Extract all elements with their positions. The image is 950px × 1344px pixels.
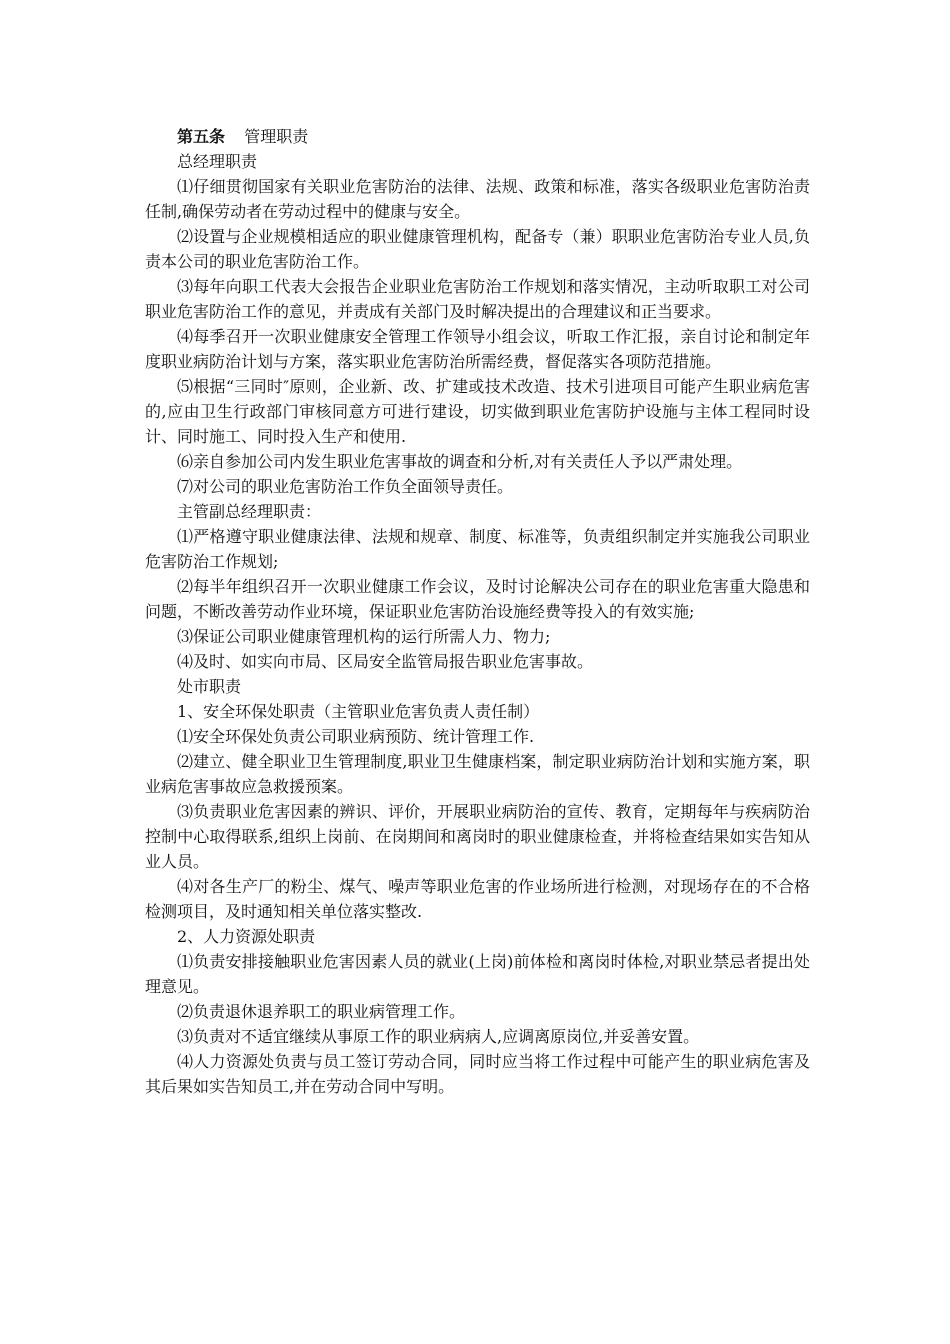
paragraph: ⑶每年向职工代表大会报告企业职业危害防治工作规划和落实情况，主动听取职工对公司职业危害防治工作的意见，并责成有关部门及时解决提出的合理建议和正当要求。	[145, 277, 810, 321]
paragraph: ⑵每半年组织召开一次职业健康工作会议，及时讨论解决公司存在的职业危害重大隐患和问题，不断改善劳动作业环境，保证职业危害防治设施经费等投入的有效实施;	[145, 577, 810, 621]
paragraph: ⑷及时、如实向市局、区局安全监管局报告职业危害事故。	[177, 652, 594, 671]
paragraph: ⑴负责安排接触职业危害因素人员的就业(上岗)前体检和离岗时体检,对职业禁忌者提出处理意见。	[145, 952, 810, 996]
paragraph: ⑷对各生产厂的粉尘、煤气、噪声等职业危害的作业场所进行检测，对现场存在的不合格检测项目，及时通知相关单位落实整改.	[145, 877, 810, 921]
paragraph: ⑹亲自参加公司内发生职业危害事故的调查和分析,对有关责任人予以严肃处理。	[177, 452, 743, 471]
section-heading-deputy-gm: 主管副总经理职责：	[177, 502, 322, 521]
article-number: 第五条	[177, 127, 226, 146]
section-heading-departments: 处市职责	[177, 677, 242, 696]
paragraph: ⑵负责退休退养职工的职业病管理工作。	[177, 1002, 466, 1021]
subsection-heading-hr: 2、人力资源处职责	[177, 927, 316, 946]
paragraph: ⑷每季召开一次职业健康安全管理工作领导小组会议，听取工作汇报，亲自讨论和制定年度职业病防治计划与方案，落实职业危害防治所需经费，督促落实各项防范措施。	[145, 327, 810, 371]
paragraph: ⑶保证公司职业健康管理机构的运行所需人力、物力;	[177, 627, 551, 646]
section-heading-gm: 总经理职责	[177, 152, 258, 171]
paragraph: ⑴严格遵守职业健康法律、法规和规章、制度、标准等，负责组织制定并实施我公司职业危害防治工作规划;	[145, 527, 810, 571]
article-heading	[145, 124, 810, 149]
article-title: 管理职责	[244, 127, 309, 146]
document-page	[145, 124, 810, 1099]
paragraph: ⑴安全环保处负责公司职业病预防、统计管理工作.	[177, 727, 535, 746]
paragraph: ⑵建立、健全职业卫生管理制度,职业卫生健康档案，制定职业病防治计划和实施方案，职业病危害事故应急救援预案。	[145, 752, 810, 796]
paragraph: ⑷人力资源处负责与员工签订劳动合同，同时应当将工作过程中可能产生的职业病危害及其后果如实告知员工,并在劳动合同中写明。	[145, 1052, 810, 1096]
paragraph: ⑴仔细贯彻国家有关职业危害防治的法律、法规、政策和标准，落实各级职业危害防治责任制,确保劳动者在劳动过程中的健康与安全。	[145, 177, 810, 221]
paragraph: ⑸根据“三同时″原则，企业新、改、扩建或技术改造、技术引进项目可能产生职业病危害的,应由卫生行政部门审核同意方可进行建设，切实做到职业危害防护设施与主体工程同时设计、同时施工、同时投入生产和使用.	[145, 377, 810, 446]
subsection-heading-safety: 1、安全环保处职责（主管职业危害负责人责任制）	[177, 702, 540, 721]
paragraph: ⑶负责对不适宜继续从事原工作的职业病病人,应调离原岗位,并妥善安置。	[177, 1027, 700, 1046]
paragraph: ⑵设置与企业规模相适应的职业健康管理机构，配备专（兼）职职业危害防治专业人员,负责本公司的职业危害防治工作。	[145, 227, 810, 271]
paragraph: ⑺对公司的职业危害防治工作负全面领导责任。	[177, 477, 514, 496]
paragraph: ⑶负责职业危害因素的辨识、评价，开展职业病防治的宣传、教育，定期每年与疾病防治控制中心取得联系,组织上岗前、在岗期间和离岗时的职业健康检查，并将检查结果如实告知从业人员。	[145, 802, 810, 871]
